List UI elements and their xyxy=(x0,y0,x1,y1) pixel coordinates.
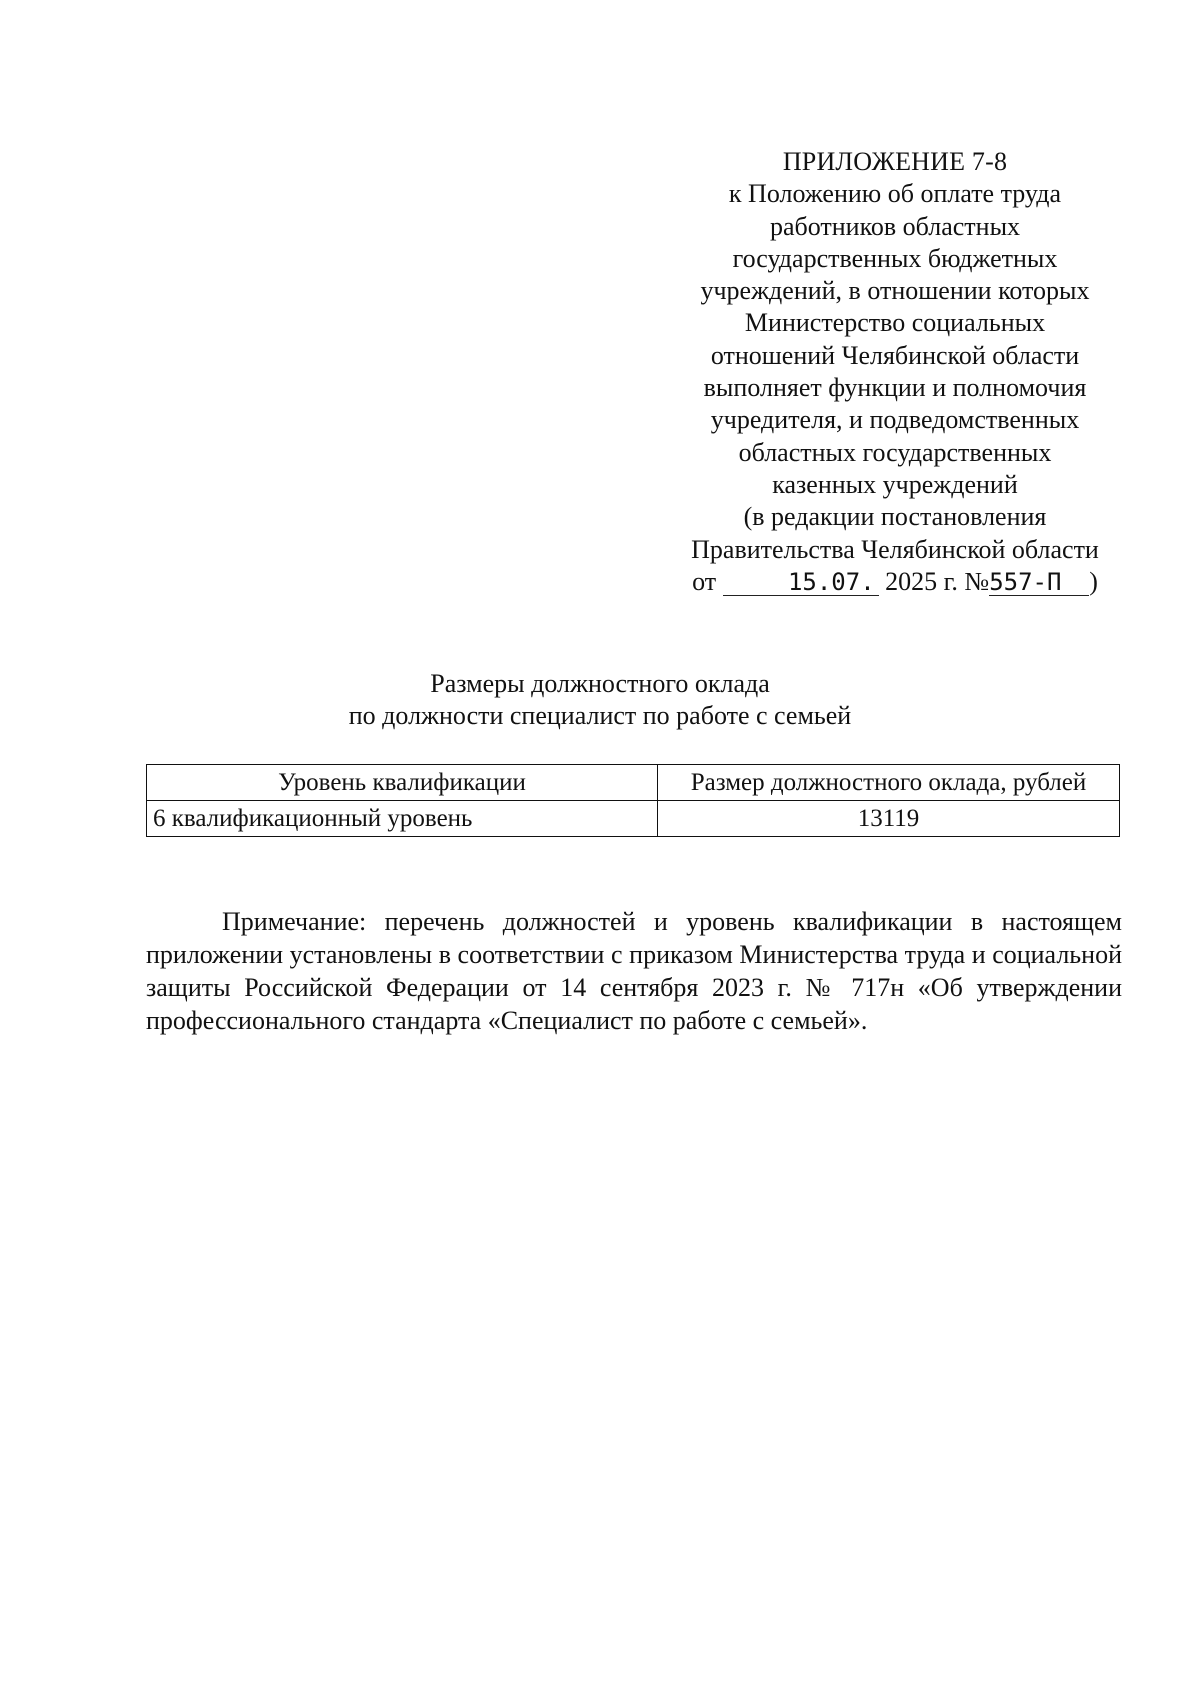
appendix-block xyxy=(660,146,1130,598)
note-paragraph: Примечание: перечень должностей и уровень квалификации в настоящем приложении установлены в соответствии с приказом Министерства труда и социальной защиты Российской Федерации от 14 сентября 2023 г. № 717н «Об утверждении профессионального стандарта «Специалист по работе с семьей». xyxy=(146,907,1122,1035)
appendix-line: казенных учреждений xyxy=(772,469,1018,499)
appendix-line: (в редакции постановления xyxy=(743,502,1047,532)
resolution-number-field: 557-П xyxy=(989,569,1089,596)
appendix-line: учреждений, в отношении которых xyxy=(700,276,1090,306)
table-title-line-1: Размеры должностного оклада xyxy=(430,669,770,698)
salary-table xyxy=(146,764,1120,837)
appendix-line: работников областных xyxy=(769,211,1021,241)
resolution-date-line xyxy=(660,566,1130,598)
column-header-qualification-level: Уровень квалификации xyxy=(147,765,658,801)
appendix-line: Правительства Челябинской области xyxy=(691,534,1099,564)
appendix-line: к Положению об оплате труда xyxy=(728,179,1062,209)
appendix-line: выполняет функции и полномочия xyxy=(703,373,1087,403)
salary-cell: 13119 xyxy=(658,801,1120,837)
appendix-line: областных государственных xyxy=(738,437,1052,467)
resolution-date-field: 15.07. xyxy=(723,569,879,596)
resolution-year: 2025 г. № xyxy=(885,566,990,596)
appendix-line: отношений Челябинской области xyxy=(710,340,1080,370)
column-header-salary: Размер должностного оклада, рублей xyxy=(658,765,1120,801)
table-header-row xyxy=(147,765,1120,801)
appendix-line: государственных бюджетных xyxy=(732,243,1058,273)
appendix-line: учредителя, и подведомственных xyxy=(710,405,1080,435)
table-row xyxy=(147,801,1120,837)
qualification-level-cell: 6 квалификационный уровень xyxy=(147,801,658,837)
table-title-line-2: по должности специалист по работе с семьей xyxy=(348,701,852,730)
date-prefix: от xyxy=(692,566,717,596)
appendix-line: Министерство социальных xyxy=(744,308,1046,338)
closing-paren: ) xyxy=(1089,566,1098,596)
appendix-heading: ПРИЛОЖЕНИЕ 7-8 xyxy=(782,147,1008,176)
table-title xyxy=(0,668,1200,732)
